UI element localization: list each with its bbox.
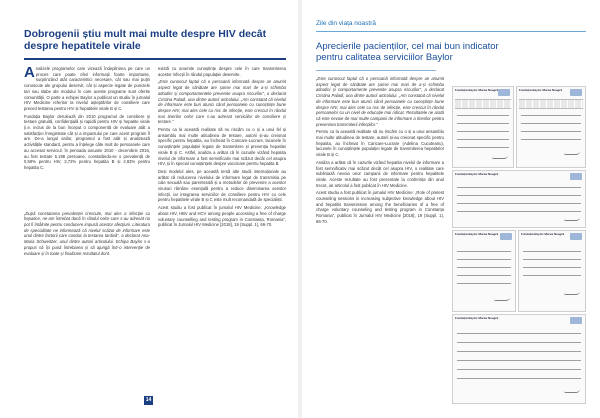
quote-paragraph: „După constatarea prevalenței crescute, mai ales a infecției cu hepatice, ne-am întrebat dacă în rândul celor care s-au adresat nu pot fi întâlnite pentru conducere impusă acestor afecțiuni. Literatura de specialitate ne informează că nivelul scăzut de informare este unul dintre factorii care conduc la testarea tardivă”, a declarat Ana-Maria Schweitzer, unul dintre autorii articolului. Echipa Baylor s-a propus să își pună întrebarea și să ajungă într-o intervenție de evaluare și în toate și finalizare rezultatul dorit.	[24, 210, 150, 256]
drop-cap: A	[24, 64, 35, 81]
handwriting-line	[457, 333, 581, 334]
handwriting-line	[521, 123, 581, 124]
left-page	[0, 0, 298, 418]
handwriting-line	[523, 275, 581, 276]
handwriting-line	[521, 139, 581, 140]
paragraph: Acest studiu a fost publicat în jurnalul HIV Medicine: „Role of pretest counseling sessions in increasing subjective knowledge about HIV and hepatitis transmission among the beneficiaries of a free of charge voluntary counseling and testing program in Constanța Romania”, publicat în Jurnalul HIV Medicine [2018], 19 (Suppl. 1), 66-70.	[316, 190, 444, 224]
paragraph: nalizele programelor care vizează îndeplinirea pe care un proces care poate oferi informații foarte importante, surprinzând atât caracteristici necesare, cât sau mai puțin cunoscute ale grupului deservit, cât și aspecte legate de punctele tari sau slabe ale modului în care aceste programe sunt oferite comunității. O parte a echipei Baylor a publicat un studiu în jurnalul HIV Medicine referitor la nivelul așteptărilor de consiliere care preced testarea pentru HIV și hepatitele virale B și C.	[24, 66, 150, 111]
handwriting-line	[457, 131, 509, 132]
quote-paragraph: „Este cunoscut faptul că o persoană informată despre un anumit aspect legat de sănătate are șanse mai mari de a-și schimba atitudini și comportamentele prevenite asupra riscurilor”, a declarat Cristina Paladi, una dintre autorii articolului. „Am constatat că nivelul de informare este bun atunci când persoanele cu cunoștințe bune despre HIV, mai ales cele cu risc de infecție, este crescut în rândul mai tinerilor celor care s-au adresat serviciilor de consiliere și testare.”	[158, 79, 286, 125]
left-column-1	[24, 66, 150, 258]
handwriting-line	[457, 187, 581, 188]
form-header: Fundația Baylor Marea Neagră	[455, 88, 499, 92]
handwriting-line	[457, 147, 509, 148]
section-label: Zile din viața noastră	[316, 20, 376, 27]
baylor-logo-icon	[500, 233, 512, 240]
paragraph: Acest studiu a fost publicat în jurnalul HIV Medicine: „Knowledge about HIV, HBV and HCV among people accessing a free of charge voluntary counselling and testing program in Constanța, Romania”, publicat în Jurnalul HIV Medicine [2018], 19 (Suppl. 1), 66-70.	[158, 205, 286, 228]
handwriting-line	[457, 195, 581, 196]
form-header: Fundația Baylor Marea Neagră	[521, 232, 565, 236]
handwriting-line	[521, 131, 581, 132]
handwriting-line	[457, 369, 581, 370]
handwriting-line	[457, 267, 511, 268]
handwriting-line	[457, 378, 581, 379]
handwriting-line	[457, 351, 581, 352]
feedback-form-image	[452, 230, 516, 312]
title-rule	[24, 58, 286, 60]
baylor-logo-icon	[570, 233, 582, 240]
feedback-form-image	[518, 230, 586, 312]
signature	[564, 291, 580, 295]
right-page	[302, 0, 600, 418]
right-column-1	[316, 76, 444, 227]
signature	[492, 155, 508, 159]
form-header: Fundația Baylor Marea Neagră	[455, 232, 499, 236]
baylor-logo-icon	[570, 173, 582, 180]
paragraph: Analiza a arătat că în cazurile vizând hepatita nivelul de informare a fost semnificativ mai scăzut decât cel asupra HIV, o realitate care subliniază nevoia unor campanii de informare pentru hepatitele virale. Aceste rezultate au fost prezentate la conferința din anul trecut, iar articolul a fost publicat în HIV Medicine.	[316, 159, 444, 188]
handwriting-line	[457, 123, 509, 124]
form-table	[519, 99, 583, 109]
form-header: Fundația Baylor Marea Neagră	[455, 172, 499, 176]
handwriting-line	[457, 259, 511, 260]
left-column-2	[158, 66, 286, 230]
paragraph: există cu anumite cunoștințe despre cele în care transmiterea acestor infecții în rândul populației deservite.	[158, 66, 286, 77]
handwriting-line	[457, 251, 511, 252]
handwriting-line	[457, 275, 511, 276]
handwriting-line	[523, 259, 581, 260]
handwriting-line	[523, 267, 581, 268]
handwriting-line	[457, 360, 581, 361]
paragraph: Pentru ca la această realitate să nu riscăm cu o și a unui ansamblu mai multe atitudinea de testare, autorii și-au creionat specific pentru hepatita, au încheiat în Caricare-Lucrare (Adelina Cucuteanu), lacunele în cunoștințele populației legate de transmiterea hepatitelor virale B și C.	[316, 129, 444, 158]
form-table	[455, 99, 511, 109]
article-title: Dobrogenii știu mult mai multe despre HIV decât despre hepatitele virale	[24, 28, 267, 52]
title-rule	[316, 70, 436, 71]
paragraph: Fundația Baylor derulează din 2010 programul de consiliere și testare gratuită, confidențială și rapidă pentru HIV și hepatite virale (i.e. inclus de la bun început o componentă de evaluare atât a satisfacției înregistrate cât și a impactului pe care acest program îl are. De-a lungul anilor, programul a fost atât și analizează activitățile standard, pentru a înțelege câte mult de persoanele care au accesat serviciul. În perioada ianuarie 2010 - decembrie 2016, au fost testate 5.198 persoane, constatându-se o prevalență de 0,59% pentru HIV, 3,72% pentru hepatita B și 2,83% pentru hepatita C.	[24, 113, 150, 170]
feedback-form-image	[516, 86, 586, 168]
feedback-form-image	[452, 86, 514, 168]
handwriting-line	[457, 283, 511, 284]
quote-paragraph: „Este cunoscut faptul că o persoană informată despre un anumit aspect legat de sănătate are șanse mai mari de a-și schimba atitudini și comportamente prevenite asupra riscurilor”, a declarat Cristina Paladi, una dintre autorii articolului. „Am constatat că nivelul de informare este bun atunci când persoanele cu cunoștințe bune despre HIV, mai ales cele cu risc de infecție, este crescut în rândul persoanelor cu un nivel de educație mai ridicat. Rezultatele ne arată că este nevoie de mai multe campanii de informare a tinerilor pentru prevenirea transmiterii infecțiilor.”	[316, 76, 444, 127]
signature	[564, 389, 580, 393]
form-header: Fundația Baylor Marea Neagră	[519, 88, 563, 92]
handwriting-line	[457, 203, 581, 204]
handwriting-line	[523, 251, 581, 252]
paragraph: Deși modelul ales, pe această temă alte studii internaționale au arătat că reducerea nivelului de informare legat de transmisia pe cale sexuală sau parenterală și a metodelor de prevenire a acestor virusuri rămâne esențială pentru a reduce diseminarea acestor infecții, iar integrarea serviciilor de consiliere pentru HIV cu cele pentru hepatitele virale B și C este mult recomandată de specialiști.	[158, 168, 286, 203]
feedback-form-image	[452, 170, 586, 228]
handwriting-line	[457, 139, 509, 140]
baylor-logo-icon	[570, 317, 582, 324]
form-header: Fundația Baylor Marea Neagră	[455, 316, 499, 320]
handwriting-line	[457, 211, 581, 212]
signature	[564, 217, 580, 221]
section-rule	[316, 31, 586, 32]
baylor-logo-icon	[570, 89, 582, 96]
page-number: 14	[145, 397, 152, 403]
signature	[494, 297, 510, 301]
paragraph: Pentru ca la această realitate să nu riscăm cu o și a unui fel și ansamblu mai multe atitudinea de testare, autorii și-au creionat specific pentru hepatita, au încheiat în Caricare-Lucrare, lacunele în cunoștințele populației legate de transmitere și prevenția hepatitei virale B și C. Astfel, analiza a arătat că în cazurile vizând hepatita nivelul de informare a fost semnificativ mai scăzut decât cel asupra HIV, și în special cunoștințele despre vaccinare pentru hepatita B.	[158, 127, 286, 167]
feedback-form-image	[452, 314, 586, 404]
baylor-logo-icon	[498, 89, 510, 96]
handwriting-line	[457, 115, 509, 116]
handwriting-line	[521, 115, 581, 116]
handwriting-line	[457, 342, 581, 343]
signature	[564, 151, 580, 155]
article-title: Aprecierile pacienților, cel mai bun indicator pentru calitatea serviciilor Baylor	[316, 41, 499, 63]
